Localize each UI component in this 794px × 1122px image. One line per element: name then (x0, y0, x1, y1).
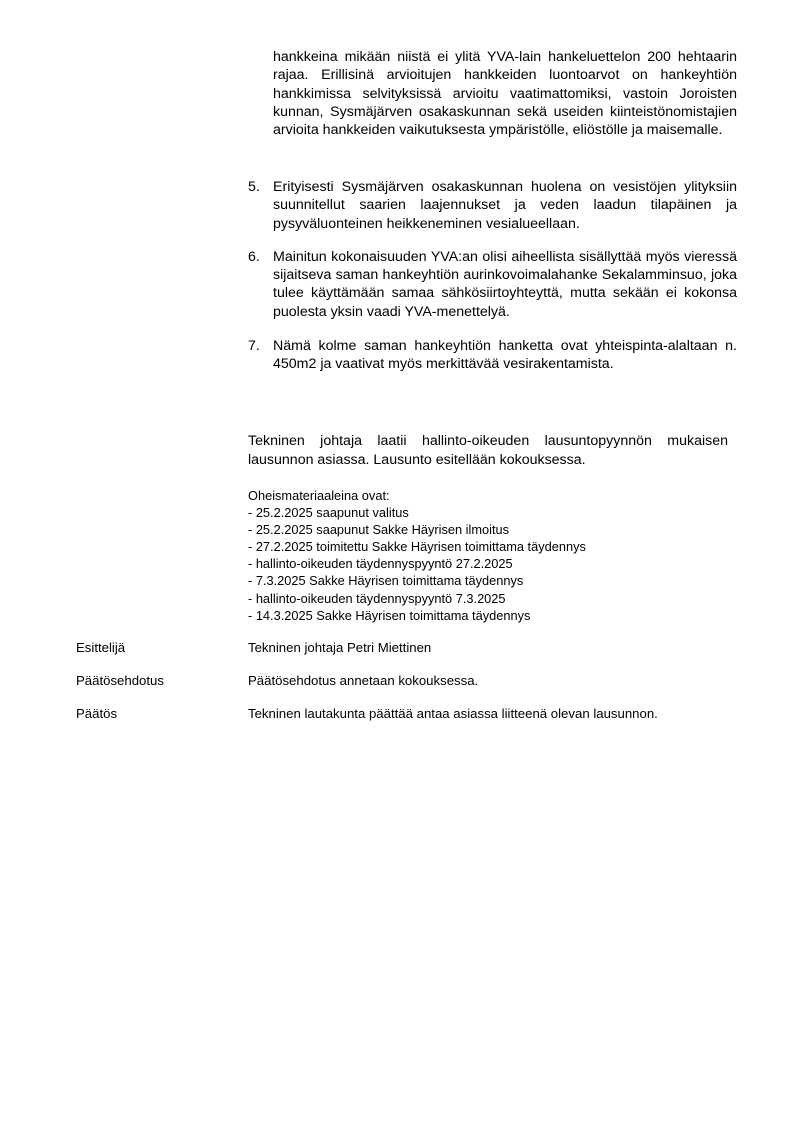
attachment-item: - hallinto-oikeuden täydennyspyyntö 27.2.2025 (248, 556, 513, 572)
continued-list-item-text: hankkeina mikään niistä ei ylitä YVA-lain hankeluettelon 200 hehtaarin rajaa. Erillisinä arvioitujen hankkeiden luontoarvot on hankeyhtiön hankkimissa selvityksissä arvioitu vaatimattomiksi, vastoin Joroisten kunnan, Sysmäjärven osakaskunnan sekä useiden kiinteistönomistajien arvioita hankkeiden vaikutuksesta ympäristölle, eliöstölle ja maisemalle. (273, 49, 737, 139)
list-item-6 (248, 248, 737, 321)
list-item-5 (248, 178, 737, 233)
attachment-item: - 25.2.2025 saapunut valitus (248, 505, 409, 521)
list-item-text: Erityisesti Sysmäjärven osakaskunnan huolena on vesistöjen ylityksiin suunnitellut saarien laajennukset ja veden laadun tilapäinen ja pysyväluonteinen heikkeneminen vesialueellaan. (273, 179, 737, 232)
statement-paragraph: Tekninen johtaja laatii hallinto-oikeuden lausuntopyynnön mukaisen lausunnon asiassa. Lausunto esitellään kokouksessa. (248, 433, 728, 468)
attachment-item: - 7.3.2025 Sakke Häyrisen toimittama täydennys (248, 573, 524, 589)
row-value: Päätösehdotus annetaan kokouksessa. (248, 673, 479, 688)
list-item-text: Mainitun kokonaisuuden YVA:an olisi aiheellista sisällyttää myös vieressä sijaitseva saman hankeyhtiön aurinkovoimalahanke Sekalamminsuo, joka tulee käyttämään samaa sähkösiirtoyhteyttä, mutta sekään ei kokonsa puolesta yksin vaadi YVA-menettelyä. (273, 248, 737, 320)
row-label: Esittelijä (76, 640, 126, 655)
attachment-item: - hallinto-oikeuden täydennyspyyntö 7.3.2025 (248, 590, 506, 606)
list-item-text: Nämä kolme saman hankeyhtiön hanketta ovat yhteispinta-alaltaan n. 450m2 ja vaativat myös merkittävää vesirakentamista. (273, 338, 737, 373)
list-item-7 (248, 337, 737, 374)
list-item-number: 6. (248, 248, 260, 265)
attachment-item: - 27.2.2025 toimitettu Sakke Häyrisen toimittama täydennys (248, 539, 586, 555)
row-value: Tekninen lautakunta päättää antaa asiassa liitteenä olevan lausunnon. (248, 706, 658, 721)
numbered-list (248, 178, 737, 374)
list-item-number: 5. (248, 179, 260, 195)
row-label: Päätös (76, 706, 118, 721)
attachments-list (248, 487, 728, 624)
row-value: Tekninen johtaja Petri Miettinen (248, 640, 432, 655)
attachment-item: - 14.3.2025 Sakke Häyrisen toimittama täydennys (248, 607, 531, 623)
attachments-heading: Oheismateriaaleina ovat: (248, 488, 390, 503)
row-label: Päätösehdotus (76, 673, 164, 688)
list-item-number: 7. (248, 338, 260, 355)
attachment-item: - 25.2.2025 saapunut Sakke Häyrisen ilmoitus (248, 522, 510, 538)
